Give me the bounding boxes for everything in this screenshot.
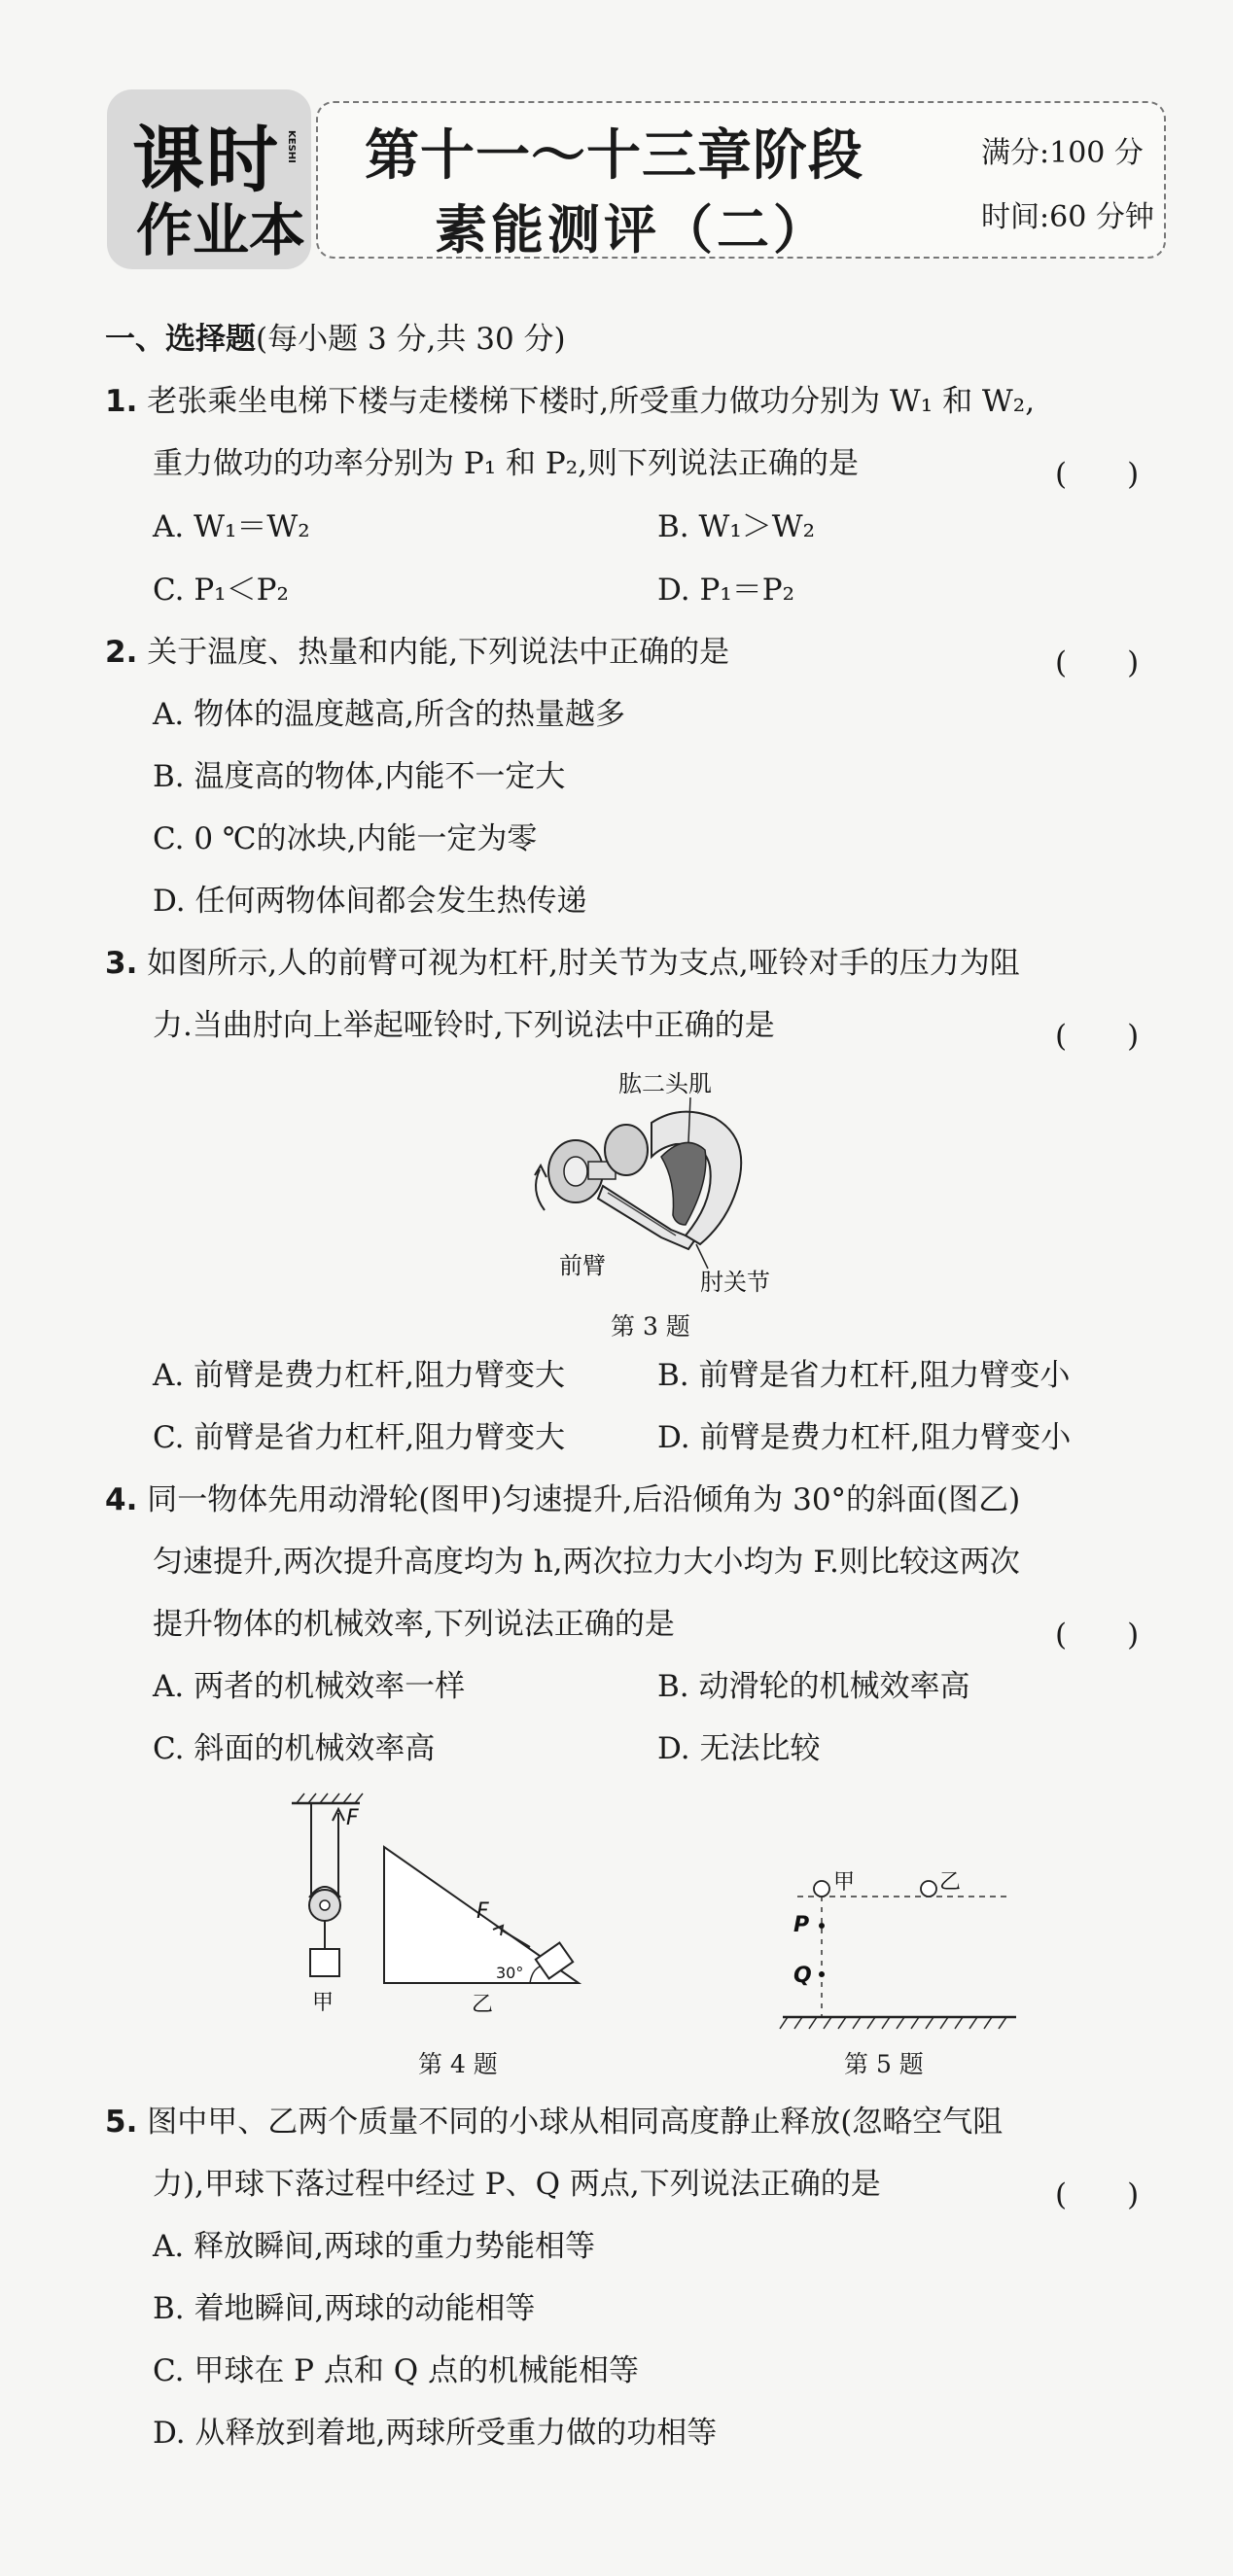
time-limit: 时间:60 分钟 (981, 200, 1154, 234)
q4-answer-blank[interactable]: ( ) (1055, 1618, 1140, 1653)
q3-number: 3. (105, 946, 138, 981)
title-box (316, 101, 1166, 259)
logo-line2: 作业本 (136, 197, 306, 263)
movable-pulley-shape (309, 1887, 340, 1921)
q2-option-a: A. 物体的温度越高,所含的热量越多 (153, 697, 625, 732)
q1-option-c: C. P₁＜P₂ (153, 573, 289, 608)
q3-stem-line2: 力.当曲肘向上举起哑铃时,下列说法中正确的是 (153, 1008, 775, 1043)
q4-option-b: B. 动滑轮的机械效率高 (657, 1669, 970, 1704)
q4-force-label-a: F (346, 1806, 359, 1830)
q3-option-d: D. 前臂是费力杠杆,阻力臂变小 (657, 1420, 1072, 1455)
ball-yi-shape (921, 1881, 936, 1897)
logo-pinyin: KESHI (286, 130, 297, 163)
weight-block-shape (310, 1949, 339, 1976)
title-line1: 第十一～十三章阶段 (365, 124, 863, 188)
header (107, 89, 1167, 274)
section-heading (105, 322, 566, 357)
q4-stem-line2: 匀速提升,两次提升高度均为 h,两次拉力大小均为 F.则比较这两次 (153, 1545, 1020, 1580)
rotation-arrow-shape (536, 1169, 545, 1210)
q3-stem-line1 (105, 946, 1020, 981)
q1-text1: 老张乘坐电梯下楼与走楼梯下楼时,所受重力做功分别为 W₁ 和 W₂, (147, 384, 1036, 419)
q4-stem-line3: 提升物体的机械效率,下列说法正确的是 (153, 1607, 675, 1642)
q5-label-jia: 甲 (833, 1870, 856, 1895)
q3-option-c: C. 前臂是省力杠杆,阻力臂变大 (153, 1420, 566, 1455)
ball-jia-shape (814, 1881, 829, 1897)
q1-option-b: B. W₁＞W₂ (657, 509, 816, 544)
section-note: (每小题 3 分,共 30 分) (256, 322, 566, 357)
q5-stem-line2: 力),甲球下落过程中经过 P、Q 两点,下列说法正确的是 (153, 2167, 881, 2202)
brand-logo (107, 89, 311, 269)
q1-stem-line1 (105, 384, 1036, 419)
q2-text1: 关于温度、热量和内能,下列说法中正确的是 (147, 635, 730, 670)
q5-label-q: Q (793, 1964, 812, 1988)
q5-label-yi: 乙 (939, 1870, 962, 1895)
q3-label-forearm: 前臂 (559, 1252, 606, 1279)
q2-option-d: D. 任何两物体间都会发生热传递 (153, 884, 587, 919)
q3-answer-blank[interactable]: ( ) (1055, 1019, 1140, 1054)
q4-text1: 同一物体先用动滑轮(图甲)匀速提升,后沿倾角为 30°的斜面(图乙) (147, 1482, 1021, 1517)
q4-option-d: D. 无法比较 (657, 1731, 821, 1766)
q4-option-c: C. 斜面的机械效率高 (153, 1731, 436, 1766)
q1-number: 1. (105, 384, 138, 419)
q4-pulley-incline-figure (277, 1784, 666, 2036)
q4-stem-line1 (105, 1482, 1021, 1517)
q5-option-b: B. 着地瞬间,两球的动能相等 (153, 2291, 536, 2326)
q2-option-b: B. 温度高的物体,内能不一定大 (153, 759, 566, 794)
q1-option-a: A. W₁＝W₂ (153, 509, 310, 544)
q3-label-elbow: 肘关节 (700, 1269, 770, 1296)
q2-option-c: C. 0 ℃的冰块,内能一定为零 (153, 821, 538, 856)
q2-answer-blank[interactable]: ( ) (1055, 645, 1140, 680)
q3-caption: 第 3 题 (611, 1312, 690, 1340)
q4-angle-label: 30° (496, 1964, 524, 1982)
q3-label-biceps: 肱二头肌 (618, 1070, 712, 1097)
q5-option-d: D. 从释放到着地,两球所受重力做的功相等 (153, 2416, 718, 2451)
logo-line1: 课时 (132, 119, 280, 202)
full-score: 满分:100 分 (981, 136, 1144, 170)
q4-label-jia: 甲 (312, 1991, 335, 2015)
q5-option-c: C. 甲球在 P 点和 Q 点的机械能相等 (153, 2353, 640, 2388)
q2-number: 2. (105, 635, 138, 670)
q1-answer-blank[interactable]: ( ) (1055, 457, 1140, 492)
q5-text1: 图中甲、乙两个质量不同的小球从相同高度静止释放(忽略空气阻 (147, 2105, 1004, 2140)
q3-text1: 如图所示,人的前臂可视为杠杆,肘关节为支点,哑铃对手的压力为阻 (147, 946, 1020, 981)
q5-number: 5. (105, 2105, 138, 2140)
q3-option-b: B. 前臂是省力杠杆,阻力臂变小 (657, 1358, 1071, 1393)
q4-force-label-b: F (476, 1899, 489, 1924)
q4-option-a: A. 两者的机械效率一样 (153, 1669, 466, 1704)
q2-stem-line1 (105, 635, 730, 670)
q4-label-yi: 乙 (472, 1993, 494, 2017)
q3-option-a: A. 前臂是费力杠杆,阻力臂变大 (153, 1358, 565, 1393)
q1-option-d: D. P₁＝P₂ (657, 573, 795, 608)
q5-caption: 第 5 题 (844, 2050, 924, 2078)
q3-arm-figure (506, 1064, 797, 1298)
biceps-shape (661, 1142, 706, 1225)
section-label: 一、选择题 (105, 322, 256, 357)
dumbbell-shape (548, 1125, 648, 1202)
q5-label-p: P (793, 1913, 810, 1937)
q5-falling-balls-figure (778, 1842, 1050, 2036)
q5-option-a: A. 释放瞬间,两球的重力势能相等 (153, 2229, 595, 2264)
q4-number: 4. (105, 1482, 138, 1517)
q5-stem-line1 (105, 2107, 1003, 2138)
title-line2: 素能测评（二） (435, 199, 829, 261)
q5-answer-blank[interactable]: ( ) (1055, 2177, 1140, 2212)
q4-caption: 第 4 题 (418, 2050, 498, 2078)
q1-stem-line2: 重力做功的功率分别为 P₁ 和 P₂,则下列说法正确的是 (153, 446, 859, 481)
